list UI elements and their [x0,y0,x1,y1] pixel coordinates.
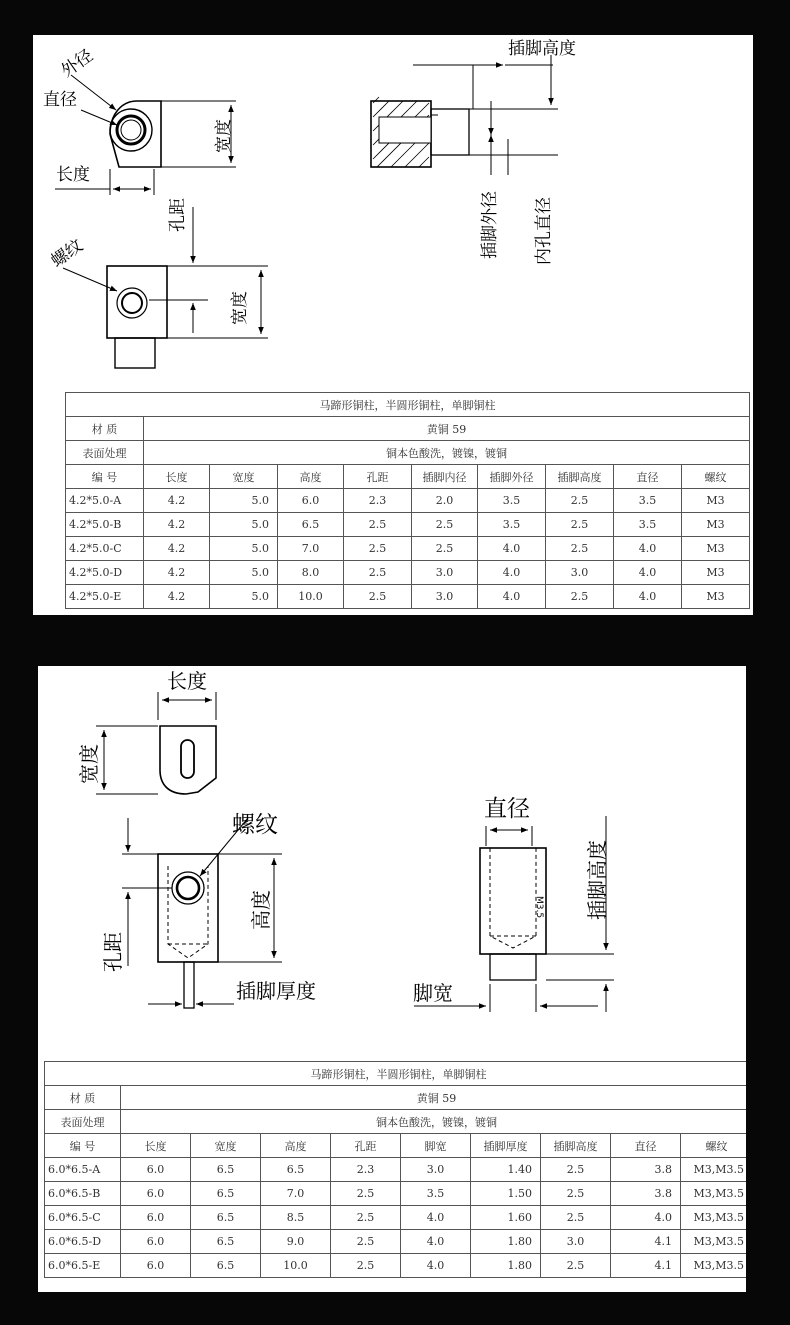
cell: 1.80 [471,1230,541,1254]
table-row [45,1182,747,1206]
cell: 3.0 [546,561,614,585]
cell: M3 [682,585,750,609]
cell: 5.0 [210,489,278,513]
cell: 6.5 [191,1182,261,1206]
cell: 1.60 [471,1206,541,1230]
cell: 3.5 [478,513,546,537]
cell: 4.2*5.0-A [66,489,144,513]
half-round-top-view [160,726,216,794]
cell: 7.0 [261,1182,331,1206]
cell: 3.0 [412,561,478,585]
material-value: 黄铜 59 [144,417,750,441]
header-cell: 直径 [614,465,682,489]
cell: 4.2*5.0-D [66,561,144,585]
header-cell: 直径 [611,1134,681,1158]
cell: 4.0 [478,537,546,561]
cell: 3.8 [611,1182,681,1206]
table-row [45,1206,747,1230]
table-header-row [45,1134,747,1158]
technical-drawing-2 [38,666,746,1056]
cell: 3.8 [611,1158,681,1182]
cell: 6.0 [121,1230,191,1254]
cell: 5.0 [210,561,278,585]
cell: 2.5 [541,1182,611,1206]
cell: 3.5 [478,489,546,513]
label-zhijing: 直径 [484,796,530,822]
cell: 6.0 [121,1206,191,1230]
header-cell: 宽度 [210,465,278,489]
cell: M3,M3.5 [681,1158,747,1182]
cell: 4.0 [614,585,682,609]
cell: 8.5 [261,1206,331,1230]
cell: 3.5 [614,513,682,537]
header-cell: 长度 [144,465,210,489]
horseshoe-side-view [107,266,167,368]
cell: M3 [682,489,750,513]
label-chajiao-waijing: 插脚外径 [480,191,500,259]
cell: 2.5 [344,585,412,609]
cell: 6.0*6.5-B [45,1182,121,1206]
cell: 2.5 [344,537,412,561]
cell: 6.5 [191,1254,261,1278]
cell: 2.5 [331,1182,401,1206]
cell: 1.40 [471,1158,541,1182]
cell: 4.0 [478,585,546,609]
table-row [45,1158,747,1182]
side-thread-mark: M3.5 [534,896,544,919]
label-kongju: 孔距 [101,932,125,972]
table-row [66,585,750,609]
header-cell: 脚宽 [401,1134,471,1158]
cell: 4.2*5.0-C [66,537,144,561]
cell: 4.0 [611,1206,681,1230]
spec-panel-1 [33,35,753,615]
cell: M3 [682,513,750,537]
table-title-row [66,393,750,417]
label-waijing: 外径 [57,45,97,82]
cell: 2.5 [546,513,614,537]
header-cell: 孔距 [344,465,412,489]
cell: 4.2*5.0-E [66,585,144,609]
cell: 6.0*6.5-A [45,1158,121,1182]
cell: 9.0 [261,1230,331,1254]
table-row [66,513,750,537]
cell: 6.0 [121,1182,191,1206]
surface-label: 表面处理 [66,441,144,465]
cell: 6.5 [261,1158,331,1182]
header-cell: 插脚高度 [541,1134,611,1158]
horseshoe-top-view [110,101,161,167]
cell: 5.0 [210,585,278,609]
cell: 6.0 [278,489,344,513]
table-row [66,489,750,513]
table-row [66,561,750,585]
cell: 2.5 [541,1158,611,1182]
material-row [66,417,750,441]
cell: 4.1 [611,1230,681,1254]
cell: 6.5 [278,513,344,537]
cell: 3.0 [541,1230,611,1254]
cell: 3.0 [401,1158,471,1182]
cell: 4.2 [144,561,210,585]
cell: 2.0 [412,489,478,513]
cell: 10.0 [278,585,344,609]
cell: 7.0 [278,537,344,561]
label-changdu: 长度 [56,165,90,185]
table-row [45,1230,747,1254]
cell: 2.5 [331,1254,401,1278]
cell: M3 [682,561,750,585]
cell: 6.0 [121,1158,191,1182]
header-cell: 高度 [278,465,344,489]
cell: 2.3 [331,1158,401,1182]
cell: 6.5 [191,1206,261,1230]
label-jiaokuan: 脚宽 [413,981,453,1005]
cell: M3,M3.5 [681,1230,747,1254]
header-cell: 孔距 [331,1134,401,1158]
label-luowen: 螺纹 [232,812,278,838]
table-title-row [45,1062,747,1086]
cell: 4.2*5.0-B [66,513,144,537]
cell: 6.0*6.5-E [45,1254,121,1278]
cell: 6.0*6.5-C [45,1206,121,1230]
table-title: 马蹄形铜柱，半圆形铜柱，单脚铜柱 [66,393,750,417]
label-chajiao-houdu: 插脚厚度 [236,979,316,1003]
cell: 2.5 [412,513,478,537]
table-row [45,1254,747,1278]
cell: 1.50 [471,1182,541,1206]
cell: 2.5 [541,1206,611,1230]
table-header-row [66,465,750,489]
cell: 4.2 [144,537,210,561]
spec-table-1 [65,392,750,609]
cell: 6.5 [191,1158,261,1182]
cell: 3.5 [401,1182,471,1206]
label-kuandu-side: 宽度 [230,291,250,325]
material-value: 黄铜 59 [121,1086,747,1110]
cell: 4.0 [401,1230,471,1254]
header-cell: 高度 [261,1134,331,1158]
cell: M3 [682,537,750,561]
cell: 2.5 [546,537,614,561]
cell: 4.0 [614,537,682,561]
half-round-front-view [158,854,218,1008]
technical-drawing-1 [33,35,753,395]
label-zhijing: 直径 [43,90,77,110]
header-cell: 螺纹 [682,465,750,489]
cell: 2.5 [344,513,412,537]
cell: 4.0 [401,1254,471,1278]
cell: 2.5 [412,537,478,561]
cell: 8.0 [278,561,344,585]
pillar-section-view [371,97,469,167]
cell: 10.0 [261,1254,331,1278]
label-changdu: 长度 [167,669,207,693]
cell: 6.0*6.5-D [45,1230,121,1254]
cell: M3,M3.5 [681,1254,747,1278]
surface-label: 表面处理 [45,1110,121,1134]
cell: 6.5 [191,1230,261,1254]
label-gaodu: 高度 [249,890,273,930]
header-cell: 螺纹 [681,1134,747,1158]
label-kuandu-top: 宽度 [214,119,234,153]
header-cell: 插脚厚度 [471,1134,541,1158]
spec-table-2 [44,1061,746,1278]
cell: 2.5 [546,585,614,609]
header-cell: 编 号 [66,465,144,489]
cell: 5.0 [210,537,278,561]
cell: 2.5 [541,1254,611,1278]
material-label: 材 质 [45,1086,121,1110]
table-title: 马蹄形铜柱，半圆形铜柱，单脚铜柱 [45,1062,747,1086]
header-cell: 编 号 [45,1134,121,1158]
cell: 3.5 [614,489,682,513]
label-chajiao-gaodu: 插脚高度 [585,840,609,920]
cell: 4.0 [401,1206,471,1230]
cell: 4.1 [611,1254,681,1278]
surface-value: 铜本色酸洗，镀镍，镀铜 [121,1110,747,1134]
label-luowen: 螺纹 [47,235,87,272]
cell: 4.0 [614,561,682,585]
cell: 2.5 [344,561,412,585]
table-row [66,537,750,561]
header-cell: 插脚高度 [546,465,614,489]
label-chajiao-gaodu: 插脚高度 [508,39,576,59]
material-row [45,1086,747,1110]
header-cell: 长度 [121,1134,191,1158]
header-cell: 宽度 [191,1134,261,1158]
cell: 2.5 [331,1206,401,1230]
cell: 6.0 [121,1254,191,1278]
surface-row [66,441,750,465]
cell: 2.3 [344,489,412,513]
spec-panel-2 [38,666,746,1292]
cell: 4.2 [144,513,210,537]
cell: 4.2 [144,585,210,609]
surface-row [45,1110,747,1134]
cell: 1.80 [471,1254,541,1278]
cell: 5.0 [210,513,278,537]
label-kongju: 孔距 [168,198,188,232]
cell: 4.2 [144,489,210,513]
cell: M3,M3.5 [681,1206,747,1230]
cell: 3.0 [412,585,478,609]
material-label: 材 质 [66,417,144,441]
cell: 4.0 [478,561,546,585]
cell: 2.5 [546,489,614,513]
cell: M3,M3.5 [681,1182,747,1206]
label-neikong-zhijing: 内孔直径 [534,197,554,265]
surface-value: 铜本色酸洗，镀镍，镀铜 [144,441,750,465]
header-cell: 插脚内径 [412,465,478,489]
header-cell: 插脚外径 [478,465,546,489]
cell: 2.5 [331,1230,401,1254]
label-kuandu: 宽度 [77,744,101,784]
